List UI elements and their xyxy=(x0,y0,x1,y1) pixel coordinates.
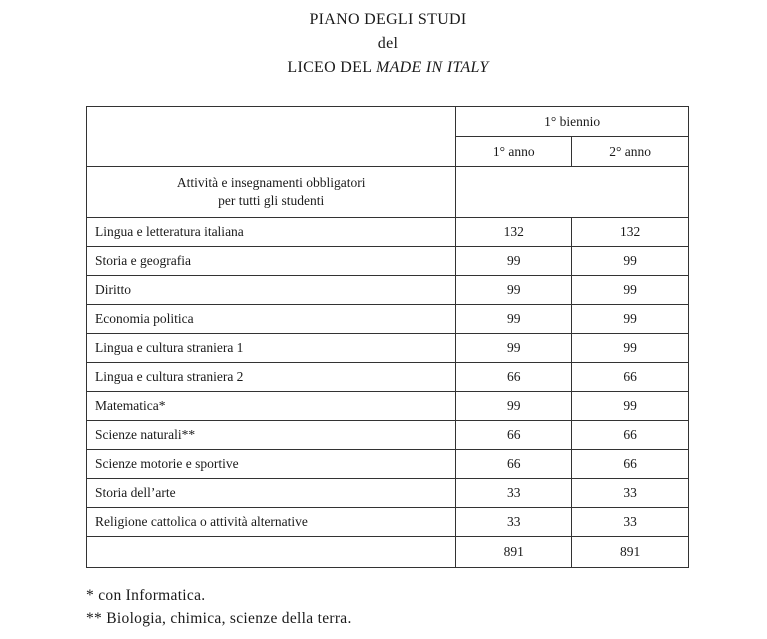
table-row xyxy=(87,247,689,276)
year1-hours-cell: 66 xyxy=(456,363,572,392)
subject-cell: Scienze motorie e sportive xyxy=(87,450,456,479)
year2-hours-cell: 99 xyxy=(572,247,689,276)
section-header-cell xyxy=(87,167,456,218)
year1-hours-cell: 99 xyxy=(456,247,572,276)
subject-cell: Diritto xyxy=(87,276,456,305)
title-line-3 xyxy=(0,56,767,80)
year1-hours-cell: 33 xyxy=(456,479,572,508)
header-blank-cell xyxy=(87,107,456,167)
section-header-line-2: per tutti gli studenti xyxy=(218,193,325,208)
subject-cell: Matematica* xyxy=(87,392,456,421)
year2-hours-cell: 33 xyxy=(572,508,689,537)
table-row xyxy=(87,276,689,305)
document-title xyxy=(0,8,767,80)
title-line-2: del xyxy=(377,35,399,52)
year1-hours-cell: 99 xyxy=(456,305,572,334)
title-line-3-emphasis: MADE IN ITALY xyxy=(375,59,489,76)
year2-hours-cell: 66 xyxy=(572,363,689,392)
year1-hours-cell: 132 xyxy=(456,218,572,247)
table-total-row xyxy=(87,537,689,568)
section-blank-cell xyxy=(456,167,689,218)
subject-cell: Storia e geografia xyxy=(87,247,456,276)
year1-hours-cell: 66 xyxy=(456,450,572,479)
header-year1-cell: 1° anno xyxy=(456,137,572,167)
subject-cell: Religione cattolica o attività alternative xyxy=(87,508,456,537)
subject-cell: Storia dell’arte xyxy=(87,479,456,508)
footnote-2: ** Biologia, chimica, scienze della terra. xyxy=(86,610,352,627)
subject-cell: Scienze naturali** xyxy=(87,421,456,450)
table-header-row-period xyxy=(87,107,689,137)
table-row xyxy=(87,508,689,537)
subject-cell: Lingua e cultura straniera 2 xyxy=(87,363,456,392)
section-header-line-1: Attività e insegnamenti obbligatori xyxy=(176,175,366,190)
year2-hours-cell: 99 xyxy=(572,276,689,305)
table-row xyxy=(87,421,689,450)
table-row xyxy=(87,392,689,421)
study-plan-table xyxy=(86,106,689,568)
year2-hours-cell: 132 xyxy=(572,218,689,247)
header-year2-cell: 2° anno xyxy=(572,137,689,167)
year2-hours-cell: 66 xyxy=(572,450,689,479)
subject-cell: Lingua e cultura straniera 1 xyxy=(87,334,456,363)
year1-hours-cell: 66 xyxy=(456,421,572,450)
subject-cell: Economia politica xyxy=(87,305,456,334)
table-row xyxy=(87,305,689,334)
header-period-cell: 1° biennio xyxy=(456,107,689,137)
total-label-cell xyxy=(87,537,456,568)
title-line-1: PIANO DEGLI STUDI xyxy=(309,11,467,28)
footnotes xyxy=(86,584,352,630)
table-row xyxy=(87,450,689,479)
table-row xyxy=(87,363,689,392)
year2-hours-cell: 99 xyxy=(572,334,689,363)
table-row xyxy=(87,334,689,363)
year2-hours-cell: 99 xyxy=(572,392,689,421)
total-year1-cell: 891 xyxy=(456,537,572,568)
year2-hours-cell: 66 xyxy=(572,421,689,450)
footnote-1: * con Informatica. xyxy=(86,587,206,604)
year1-hours-cell: 99 xyxy=(456,334,572,363)
year1-hours-cell: 33 xyxy=(456,508,572,537)
year1-hours-cell: 99 xyxy=(456,276,572,305)
year2-hours-cell: 33 xyxy=(572,479,689,508)
year1-hours-cell: 99 xyxy=(456,392,572,421)
table-row xyxy=(87,218,689,247)
table-section-row xyxy=(87,167,689,218)
year2-hours-cell: 99 xyxy=(572,305,689,334)
title-line-3-prefix: LICEO DEL xyxy=(287,59,376,76)
subject-cell: Lingua e letteratura italiana xyxy=(87,218,456,247)
table-row xyxy=(87,479,689,508)
total-year2-cell: 891 xyxy=(572,537,689,568)
